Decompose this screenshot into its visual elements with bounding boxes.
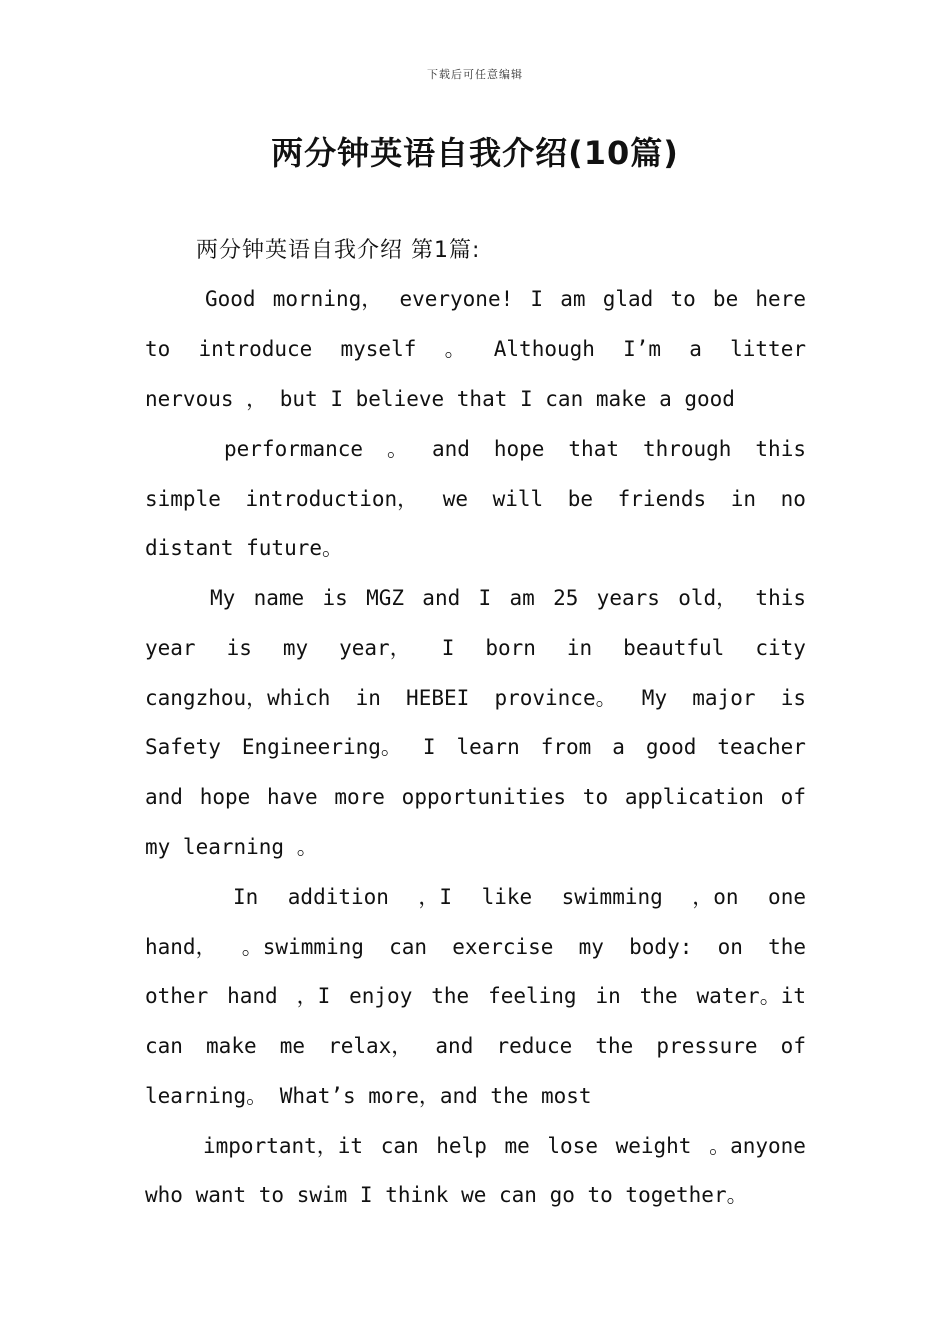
word: Although: [493, 337, 595, 361]
word: make: [206, 1034, 257, 1058]
word: have: [267, 785, 318, 809]
word: 。: [444, 337, 466, 361]
word: Engineering。: [241, 735, 402, 759]
word: the: [431, 984, 470, 1008]
word: is: [226, 636, 252, 660]
word: this: [755, 437, 806, 461]
paragraph-line: [205, 284, 806, 314]
word: am: [560, 287, 586, 311]
paragraph-line: [145, 334, 806, 364]
word: morning，: [272, 287, 383, 311]
word: HEBEI: [406, 686, 470, 710]
word: this: [755, 586, 806, 610]
word: everyone!: [399, 287, 514, 311]
word: teacher: [717, 735, 806, 759]
word: Good: [205, 287, 256, 311]
word: and: [145, 785, 183, 809]
word: hope: [493, 437, 545, 461]
word: like: [481, 885, 533, 909]
word: exercise: [452, 935, 554, 959]
paragraph-line: nervous ， but I believe that I can make a good: [145, 387, 735, 411]
word: simple: [145, 487, 221, 511]
word: hand: [227, 984, 278, 1008]
word: the: [595, 1034, 634, 1058]
word: relax，: [328, 1034, 413, 1058]
word: can: [145, 1034, 183, 1058]
word: hope: [199, 785, 251, 809]
word: introduce: [198, 337, 313, 361]
word: can: [380, 1134, 419, 1158]
word: will: [492, 487, 544, 511]
word: help: [436, 1134, 487, 1158]
word: in: [566, 636, 593, 660]
word: am: [509, 586, 535, 610]
word: 。swimming: [241, 935, 364, 959]
paragraph-line: [145, 683, 806, 713]
word: the: [768, 935, 806, 959]
word: swimming: [561, 885, 663, 909]
word: more: [334, 785, 385, 809]
word: to: [582, 785, 609, 809]
word: reduce: [496, 1034, 573, 1058]
paragraph-line: [145, 981, 806, 1011]
word: I’m: [623, 337, 662, 361]
word: friends: [617, 487, 707, 511]
word: application: [624, 785, 764, 809]
word: learn: [456, 735, 520, 759]
word: and: [431, 437, 470, 461]
word: year，: [339, 636, 411, 660]
word: me: [279, 1034, 305, 1058]
paragraph-line: distant future。: [145, 536, 344, 560]
word: and: [422, 586, 461, 610]
word: can: [389, 935, 428, 959]
word: through: [642, 437, 732, 461]
word: litter: [730, 337, 806, 361]
word: I: [441, 636, 455, 660]
word: water。it: [696, 984, 806, 1008]
word: lose: [547, 1134, 598, 1158]
word: cangzhou，which: [145, 686, 331, 710]
word: Safety: [145, 735, 221, 759]
word: be: [567, 487, 594, 511]
word: opportunities: [401, 785, 567, 809]
word: I: [530, 287, 544, 311]
word: province。: [494, 686, 617, 710]
word: and: [435, 1034, 474, 1058]
paragraph-line: learning。 What’s more，and the most: [145, 1084, 592, 1108]
word: in: [730, 487, 757, 511]
word: of: [780, 785, 806, 809]
word: beautful: [623, 636, 725, 660]
word: In: [233, 885, 259, 909]
word: the: [639, 984, 678, 1008]
paragraph-line: [145, 732, 806, 762]
word: 。anyone: [709, 1134, 806, 1158]
word: 。: [387, 437, 409, 461]
word: introduction，: [245, 487, 419, 511]
word: be: [712, 287, 739, 311]
word: no: [780, 487, 806, 511]
document-title: 两分钟英语自我介绍(10篇): [271, 134, 679, 172]
word: weight: [615, 1134, 692, 1158]
word: name: [253, 586, 305, 610]
word: ，I: [296, 984, 331, 1008]
word: a: [612, 735, 625, 759]
word: important，it: [203, 1134, 364, 1158]
word: 25: [553, 586, 579, 610]
word: other: [145, 984, 209, 1008]
word: in: [355, 686, 381, 710]
word: addition: [287, 885, 389, 909]
paragraph-line: [145, 633, 806, 663]
section-heading: 两分钟英语自我介绍 第1篇:: [196, 238, 481, 263]
word: to: [145, 337, 171, 361]
word: me: [504, 1134, 530, 1158]
word: ，I: [418, 885, 453, 909]
word: my: [578, 935, 604, 959]
word: year: [145, 636, 196, 660]
word: performance: [224, 437, 364, 461]
word: in: [595, 984, 621, 1008]
word: MGZ: [366, 586, 404, 610]
word: myself: [340, 337, 417, 361]
word: here: [755, 287, 806, 311]
word: My: [210, 586, 236, 610]
word: feeling: [488, 984, 577, 1008]
word: body:: [629, 935, 693, 959]
paragraph-line: [233, 882, 806, 912]
word: one: [768, 885, 806, 909]
paragraph-line: [145, 932, 806, 962]
word: we: [442, 487, 469, 511]
paragraph-line: [145, 484, 806, 514]
word: is: [322, 586, 348, 610]
paragraph-line: who want to swim I think we can go to together。: [145, 1183, 748, 1207]
word: years: [596, 586, 660, 610]
word: a: [689, 337, 702, 361]
word: on: [717, 935, 743, 959]
word: pressure: [656, 1034, 758, 1058]
word: my: [282, 636, 309, 660]
word: old，: [678, 586, 738, 610]
word: hand，: [145, 935, 217, 959]
word: is: [780, 686, 806, 710]
paragraph-line: [203, 1131, 806, 1161]
word: to: [670, 287, 696, 311]
paragraph-line: [145, 1031, 806, 1061]
word: I: [478, 586, 492, 610]
word: that: [568, 437, 619, 461]
word: good: [645, 735, 697, 759]
word: from: [540, 735, 592, 759]
word: born: [485, 636, 536, 660]
word: I: [422, 735, 436, 759]
paragraph-line: [145, 782, 806, 812]
header-note: 下载后可任意编辑: [427, 68, 523, 81]
word: My: [641, 686, 668, 710]
word: glad: [602, 287, 654, 311]
word: ，on: [692, 885, 739, 909]
paragraph-line: [224, 434, 806, 464]
paragraph-line: [210, 583, 806, 613]
word: of: [780, 1034, 806, 1058]
word: enjoy: [349, 984, 413, 1008]
word: city: [755, 636, 806, 660]
word: major: [692, 686, 756, 710]
paragraph-line: my learning 。: [145, 835, 318, 859]
